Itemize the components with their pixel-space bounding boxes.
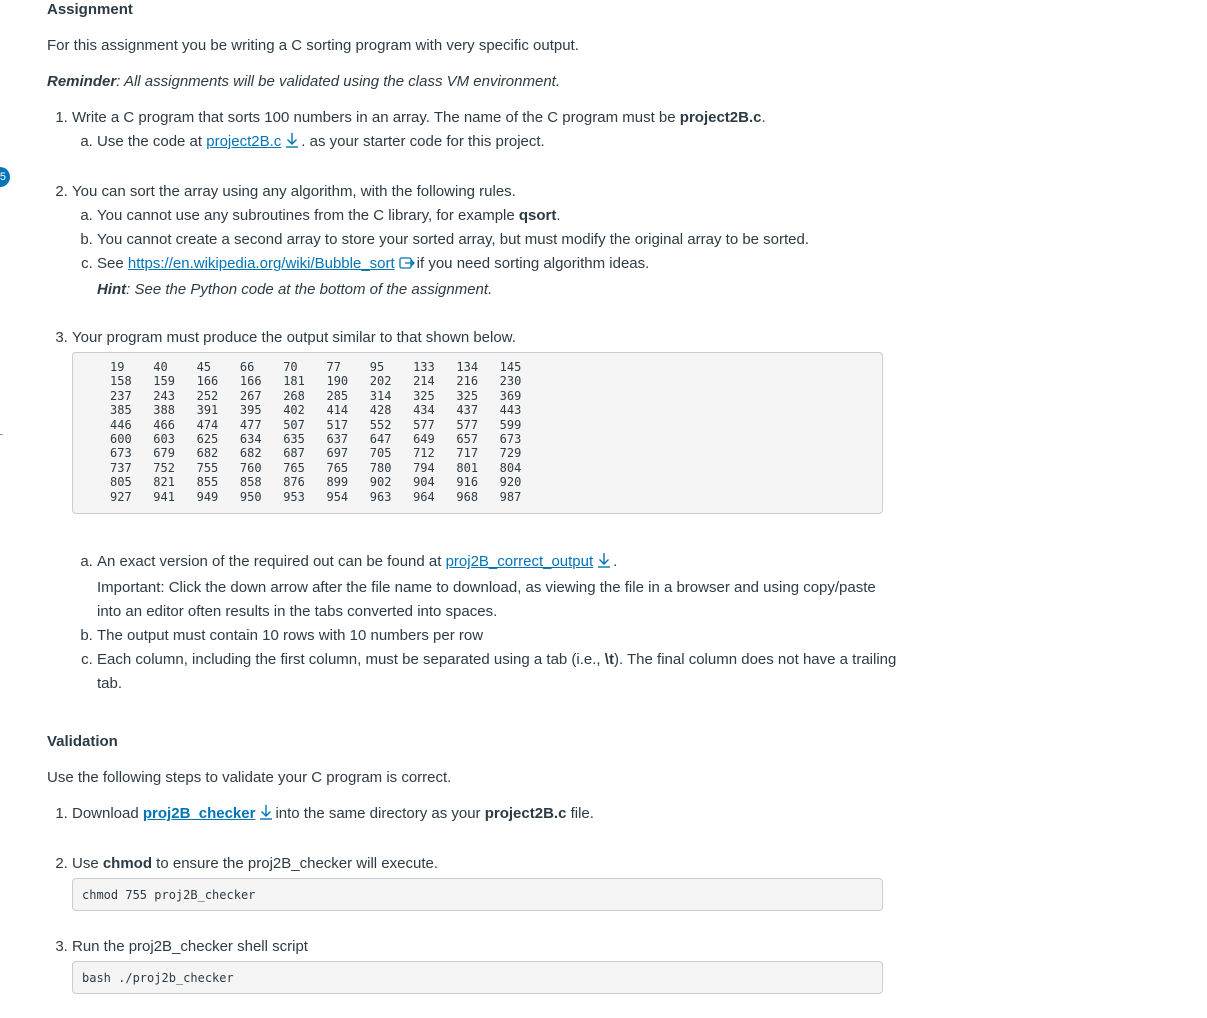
output-number: 133 [413,360,435,374]
validation-step-1-after: file. [566,805,594,823]
output-number: 466 [153,417,175,432]
output-row [110,374,882,388]
step-2a-text: You cannot use any subroutines from the C library, for example [97,207,519,224]
output-number: 902 [369,475,392,490]
hint-label: Hint [97,281,127,298]
output-number: 428 [369,403,392,418]
validation-step-1-text: Download [72,805,143,823]
output-number: 45 [196,360,212,374]
output-number: 950 [239,489,262,504]
output-number: 77 [326,360,341,374]
output-number: 968 [456,489,479,504]
step-3-text: Your program must produce the output similar to that shown below. [72,329,516,346]
step-2c [97,252,897,302]
step-3a-period: . [613,553,618,571]
output-number: 190 [326,374,349,389]
validation-step-1 [72,802,897,828]
output-number: 214 [413,374,435,389]
output-row [110,446,882,460]
validation-step-1-filename: project2B.c [484,805,567,823]
output-number: 369 [499,388,522,403]
download-arrow-icon[interactable] [285,132,299,156]
step-3c [97,648,897,696]
output-number: 729 [499,446,522,461]
output-number: 899 [326,475,349,490]
output-number: 603 [153,432,175,447]
output-number: 285 [326,388,349,403]
output-number: 477 [239,417,262,432]
output-number: 682 [239,446,262,461]
output-number: 794 [413,460,435,475]
validation-step-3-text: Run the proj2B_checker shell script [72,938,308,956]
output-number: 230 [499,374,522,389]
output-number: 987 [499,489,522,504]
output-number: 625 [196,432,219,447]
validation-step-1-middle: into the same directory as your [275,805,485,823]
download-arrow-icon[interactable] [597,552,611,576]
output-number: 682 [196,446,219,461]
output-number: 717 [456,446,479,461]
output-row [110,360,882,374]
correct-output-link[interactable]: proj2B_correct_output [445,553,594,571]
step-2a [97,204,897,228]
hint-paragraph [97,278,897,302]
output-number: 953 [283,489,305,504]
output-number: 507 [283,417,305,432]
output-number: 780 [369,460,392,475]
validation-step-2-after: to ensure the proj2B_checker will execute. [152,855,439,873]
output-number: 876 [283,475,305,490]
hint-text: : See the Python code at the bottom of the assignment. [126,281,493,298]
output-number: 577 [456,417,479,432]
output-number: 437 [456,403,479,418]
step-2-sublist [72,204,897,302]
step-3c-text: Each column, including the first column, must be separated using a tab (i.e., [97,651,605,669]
output-number: 325 [456,388,479,403]
output-number: 66 [239,360,255,374]
output-number: 391 [196,403,219,418]
step-2c-after: if you need sorting algorithm ideas. [416,255,650,272]
output-number: 40 [153,360,168,374]
output-number: 765 [283,460,305,475]
badge-number: 5 [0,171,6,183]
bash-code-block: bash ./proj2b_checker [72,961,883,994]
validation-intro: Use the following steps to validate your C program is correct. [47,769,452,787]
output-number: 95 [369,360,385,374]
step-3b [97,624,897,648]
output-number: 954 [326,489,349,504]
output-number: 237 [110,388,132,403]
chmod-bold: chmod [102,855,153,873]
output-number: 145 [499,360,522,374]
step-1a-text: Use the code at [97,133,207,150]
reminder-text: : All assignments will be validated using the class VM environment. [116,73,561,90]
output-number: 963 [369,489,392,504]
step-3c-after: ). The final column does not have a trailing tab. [97,651,897,693]
tab-escape: \t [604,651,614,669]
step-2-text: You can sort the array using any algorithm, with the following rules. [72,183,516,200]
step-3a-text: An exact version of the required out can be found at [97,553,446,571]
left-badge[interactable] [0,167,10,187]
output-number: 599 [499,417,522,432]
output-number: 949 [196,489,219,504]
step-1 [72,106,897,156]
output-number: 673 [499,432,522,447]
output-number: 252 [196,388,219,403]
output-number: 202 [369,374,392,389]
output-number: 697 [326,446,349,461]
output-number: 414 [326,403,349,418]
output-number: 964 [413,489,435,504]
assignment-content [47,0,897,1018]
output-row [110,418,882,432]
step-2b [97,228,897,252]
sorted-output-block [72,352,883,514]
reminder-paragraph [47,70,897,94]
step-2a-period: . [556,207,561,224]
output-number: 181 [283,374,305,389]
output-number: 166 [196,374,219,389]
output-number: 314 [369,388,392,403]
output-number: 635 [283,432,305,447]
output-row [110,475,882,489]
output-number: 805 [110,475,132,490]
important-note: Important: Click the down arrow after the file name to download, as viewing the file in a browser and using copy/paste into an editor often results in the tabs converted into spaces. [97,579,876,621]
validation-steps [47,802,897,994]
output-number: 916 [456,475,479,490]
output-number: 760 [239,460,262,475]
output-number: 752 [153,460,175,475]
output-number: 647 [369,432,392,447]
step-3-sublist [72,550,897,696]
project2b-c-link[interactable]: project2B.c [206,133,282,150]
output-number: 712 [413,446,435,461]
output-number: 821 [153,475,175,490]
output-number: 679 [153,446,175,461]
step-1a-after: . as your starter code for this project. [301,133,545,150]
step-3b-text: The output must contain 10 rows with 10 numbers per row [97,627,484,645]
output-number: 385 [110,403,132,418]
output-number: 166 [239,374,262,389]
output-number: 243 [153,388,175,403]
step-1-sublist [72,130,897,156]
step-2 [72,180,897,302]
assignment-intro: For this assignment you be writing a C sorting program with very specific output. [47,37,579,54]
step-2a-qsort: qsort [518,207,557,224]
output-number: 637 [326,432,349,447]
output-number: 801 [456,460,479,475]
output-number: 395 [239,403,262,418]
output-number: 325 [413,388,435,403]
output-number: 517 [326,417,349,432]
output-number: 134 [456,360,479,374]
output-number: 765 [326,460,349,475]
output-row [110,432,882,446]
output-number: 474 [196,417,219,432]
output-number: 855 [196,475,219,490]
output-number: 70 [283,360,298,374]
output-number: 552 [369,417,392,432]
validation-heading: Validation [47,733,118,751]
reminder-label: Reminder [47,73,117,90]
output-number: 158 [110,374,132,389]
output-number: 737 [110,460,132,475]
chmod-code-block: chmod 755 proj2B_checker [72,878,883,911]
output-row [110,490,882,504]
output-number: 941 [153,489,175,504]
output-number: 634 [239,432,262,447]
output-number: 904 [413,475,435,490]
assignment-steps [47,106,897,696]
output-number: 402 [283,403,305,418]
step-2b-text: You cannot create a second array to store your sorted array, but must modify the original array to be sorted. [97,231,810,248]
output-number: 649 [413,432,435,447]
output-number: 267 [239,388,262,403]
output-number: 159 [153,374,175,389]
output-number: 216 [456,374,479,389]
output-number: 600 [110,432,132,447]
output-number: 804 [499,460,522,475]
step-2c-text: See [97,255,128,272]
output-number: 388 [153,403,175,418]
validation-step-2 [72,852,897,911]
left-edge-mark [0,434,3,435]
validation-step-2-text: Use [72,855,103,873]
step-1-filename: project2B.c [679,109,762,126]
output-number: 657 [456,432,479,447]
output-number: 927 [110,489,132,504]
step-1-text: Write a C program that sorts 100 numbers in an array. The name of the C program must be [72,109,680,126]
step-1-period: . [761,109,766,126]
output-row [110,403,882,417]
download-arrow-icon[interactable] [259,804,273,828]
output-number: 19 [110,360,125,374]
external-link-icon [399,254,415,278]
output-number: 434 [413,403,435,418]
output-number: 705 [369,446,392,461]
output-number: 687 [283,446,305,461]
step-3a [97,550,897,624]
validation-step-3 [72,935,897,994]
output-number: 673 [110,446,132,461]
output-number: 268 [283,388,305,403]
output-number: 443 [499,403,522,418]
output-row [110,461,882,475]
output-number: 920 [499,475,522,490]
step-3 [72,326,897,696]
output-row [110,389,882,403]
output-number: 755 [196,460,219,475]
output-number: 858 [239,475,262,490]
output-number: 446 [110,417,132,432]
step-1a [97,130,897,156]
assignment-heading: Assignment [47,1,133,18]
bubble-sort-link[interactable]: https://en.wikipedia.org/wiki/Bubble_sort [127,255,395,272]
output-number: 577 [413,417,435,432]
proj2b-checker-link[interactable]: proj2B_checker [142,805,256,823]
